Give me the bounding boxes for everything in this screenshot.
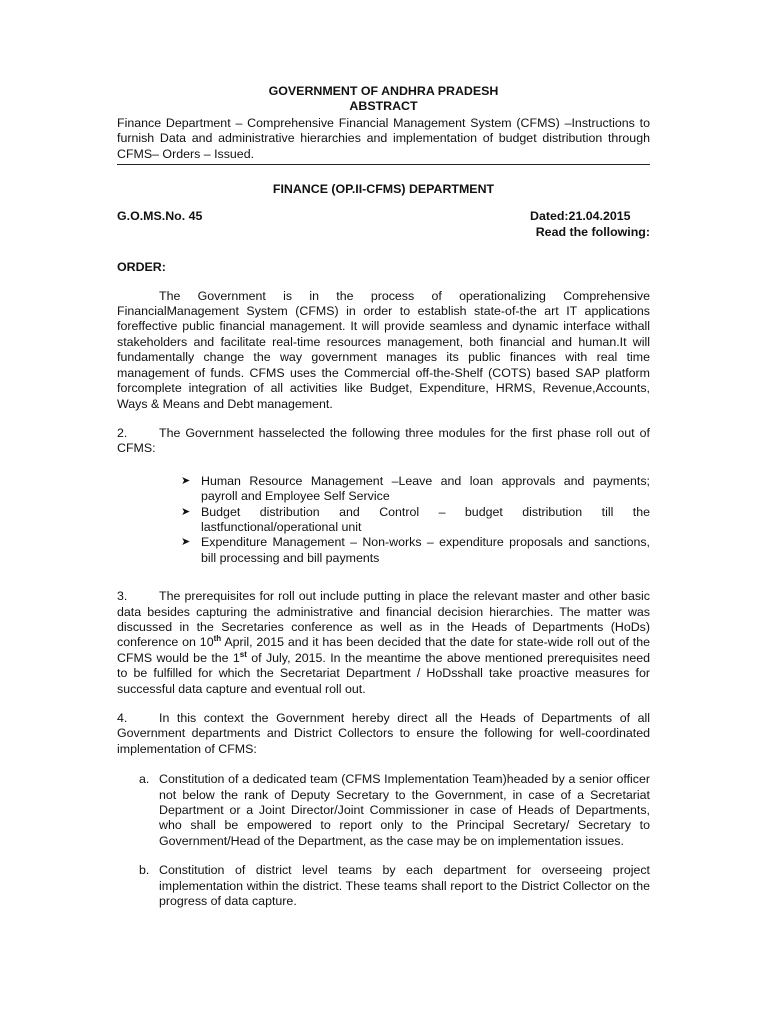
document-page — [117, 84, 650, 923]
government-title: GOVERNMENT OF ANDHRA PRADESH — [268, 84, 499, 98]
order-heading: ORDER: — [117, 260, 166, 275]
department-heading: FINANCE (OP.II-CFMS) DEPARTMENT — [272, 182, 495, 197]
paragraph-2-text: The Government hasselected the following three modules for the first phase roll out of CFMS: — [117, 425, 650, 456]
arrow-bullet-icon: ➤ — [181, 474, 191, 487]
go-date: Dated:21.04.2015 — [530, 209, 631, 224]
arrow-bullet-icon: ➤ — [181, 536, 191, 549]
go-number-line — [117, 209, 650, 224]
paragraph-2 — [117, 426, 650, 457]
paragraph-3: 3. The prerequisites for roll out include putting in place the relevant master and other basic data besides capturing the administrative and financial decision hierarchies. The matter was discussed in the Secretaries conference as well as in the Heads of Departments (HoDs) conference on 10th April, 2015 and it has been decided that the date for state-wide roll out of the CFMS would be the 1st of July, 2015. In the meantime the above mentioned prerequisites need to be fulfilled for which the Secretariat Department / HoDsshall take proactive measures for successful data capture and eventual roll out. — [117, 589, 651, 696]
list-item: ➤ Human Resource Management –Leave and loan approvals and payments; payroll and Employee Self Service — [181, 473, 650, 504]
list-item: a. Constitution of a dedicated team (CFMS Implementation Team)headed by a senior officer not below the rank of Deputy Secretary to the Government, in case of a Secretariat Department or a Joint Director/Joint Commissioner in case of Heads of Departments, who shall be empowered to report only to the Principal Secretary/ Secretary to Government/Head of the Department, as the case may be on implementation issues. — [139, 772, 650, 848]
modules-list — [117, 474, 650, 566]
paragraph-4-number: 4. — [117, 711, 128, 725]
read-following: Read the following: — [535, 224, 650, 239]
subject-line: Finance Department – Comprehensive Financial Management System (CFMS) –Instructions to furnish Data and administrative hierarchies and implementation of budget distribution through CFMS– Orders – Issued. — [117, 116, 650, 165]
paragraph-1: The Government is in the process of operationalizing Comprehensive FinancialManagement System (CFMS) in order to establish state-of-the art IT applications foreffective public financial management. It will provide seamless and dynamic interface withall stakeholders and facilitate real-time resources management, both financial and human.It will fundamentally change the way government manages its public finances with real time management of funds. CFMS uses the Commercial off-the-Shelf (COTS) based SAP platform forcomplete integration of all activities like Budget, Expenditure, HRMS, Revenue,Accounts, Ways & Means and Debt management. — [117, 288, 650, 411]
abstract-heading: ABSTRACT — [349, 99, 418, 114]
directives-list — [117, 772, 650, 909]
list-item: ➤ Budget distribution and Control – budget distribution till the lastfunctional/operational unit — [181, 504, 650, 534]
arrow-bullet-icon: ➤ — [181, 505, 191, 518]
go-number: G.O.MS.No. 45 — [117, 209, 203, 224]
paragraph-4: 4. In this context the Government hereby direct all the Heads of Departments of all Government departments and District Collectors to ensure the following for well-coordinated implementation of CFMS: — [117, 711, 650, 756]
paragraph-2-number: 2. — [117, 425, 128, 440]
list-item: ➤ Expenditure Management – Non-works – expenditure proposals and sanctions, bill processing and bill payments — [181, 535, 650, 565]
paragraph-3-number: 3. — [117, 589, 128, 604]
list-item: b. Constitution of district level teams by each department for overseeing project implementation within the district. These teams shall report to the District Collector on the progress of data capture. — [139, 863, 650, 909]
